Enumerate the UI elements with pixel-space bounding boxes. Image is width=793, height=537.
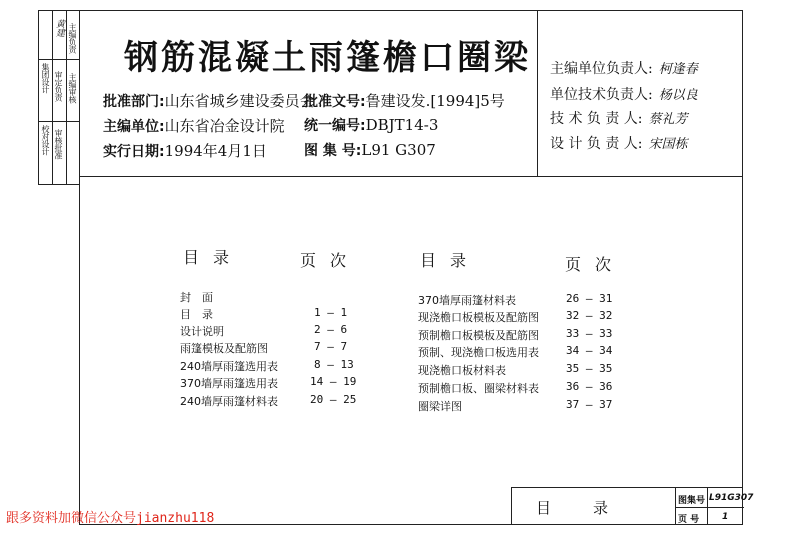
toc-page: 36 — 36: [566, 380, 613, 393]
signoff-role-3: 审核批准: [54, 129, 63, 159]
toc-page: 20 — 25: [310, 393, 357, 406]
toc-page: 34 — 34: [566, 344, 613, 357]
responsible-signature: 蔡礼芳: [648, 112, 688, 127]
approve-dept-label: 批准部门:: [103, 94, 165, 110]
approve-dept: [103, 90, 315, 111]
toc-item[interactable]: 370墙厚雨篷选用表: [180, 377, 278, 390]
signoff-role-1: 主编负责: [68, 23, 77, 53]
toc-item[interactable]: 预制檐口板模板及配筋图: [418, 329, 539, 342]
atlas-no-label: 图 集 号:: [304, 143, 362, 159]
editor-value: 山东省冶金设计院: [164, 117, 285, 135]
signoff-label-3: 校对设计: [41, 125, 50, 155]
toc-heading-right: 目录: [420, 251, 481, 270]
editor-label: 主编单位:: [103, 119, 165, 135]
toc-item[interactable]: 预制、现浇檐口板选用表: [418, 346, 539, 359]
toc-page: 35 — 35: [566, 362, 613, 375]
toc-page: 26 — 31: [566, 292, 613, 305]
approve-doc-value: 鲁建设发.[1994]5号: [365, 92, 505, 110]
responsible-label: 设 计 负 责 人:: [550, 136, 643, 152]
date-label: 实行日期:: [103, 144, 165, 160]
toc-item[interactable]: 现浇檐口板模板及配筋图: [418, 311, 539, 324]
toc-item[interactable]: 240墙厚雨篷选用表: [180, 360, 278, 373]
toc-item[interactable]: 240墙厚雨篷材料表: [180, 395, 278, 408]
title-block-title: 目录: [536, 499, 651, 517]
header-divider: [79, 176, 743, 177]
responsible-label: 单位技术负责人:: [550, 87, 653, 103]
responsible-row: [550, 133, 688, 153]
toc-page: 33 — 33: [566, 327, 613, 340]
responsible-label: 技 术 负 责 人:: [550, 111, 643, 127]
date-value: 1994年4月1日: [164, 142, 267, 160]
toc-page: 8 — 13: [314, 358, 354, 371]
editor-unit: [103, 115, 285, 136]
signoff-strip: [38, 10, 79, 185]
toc-heading-pages-left: 页次: [300, 251, 361, 270]
responsible-signature: 杨以良: [658, 88, 698, 103]
signoff-role-2: 主编审核: [68, 73, 77, 103]
header-vertical-divider: [537, 10, 538, 176]
approve-dept-value: 山东省城乡建设委员会: [164, 92, 315, 110]
toc-heading-pages-right: 页次: [565, 255, 626, 274]
toc-page: 14 — 19: [310, 375, 357, 388]
approve-doc: [304, 90, 505, 111]
responsible-row: [550, 108, 688, 128]
toc-item[interactable]: 370墙厚雨篷材料表: [418, 294, 516, 307]
toc-heading-left: 目录: [183, 248, 244, 267]
toc-item[interactable]: 现浇檐口板材料表: [418, 364, 506, 377]
page-title: 钢筋混凝土雨篷檐口圈梁: [124, 38, 531, 78]
atlas-no-key: 图集号: [678, 496, 706, 506]
title-block: [511, 487, 754, 525]
signoff-label-1: 集团设计: [41, 63, 50, 93]
toc-item[interactable]: 设计说明: [180, 325, 224, 338]
responsible-row: [550, 58, 698, 78]
toc-item[interactable]: 封 面: [180, 291, 213, 304]
watermark-text: 跟多资料加微信公众号jianzhu118: [6, 511, 215, 526]
unified-number: [304, 115, 438, 135]
page-no-key: 页 号: [678, 515, 700, 525]
signoff-signature: 黄建: [54, 19, 64, 37]
toc-page: 32 — 32: [566, 309, 613, 322]
page-no-cell: 1: [722, 512, 729, 522]
signoff-label-2: 审定负责: [54, 71, 63, 101]
effective-date: [103, 140, 267, 161]
unified-no-label: 统一编号:: [304, 118, 366, 134]
toc-item[interactable]: 圈梁详图: [418, 400, 462, 413]
atlas-no-cell: L91G307: [709, 493, 754, 503]
toc-item[interactable]: 目 录: [180, 308, 213, 321]
responsible-row: [550, 84, 698, 104]
toc-page: 7 — 7: [314, 340, 348, 353]
responsible-signature: 柯逢春: [658, 62, 698, 77]
toc-page: 37 — 37: [566, 398, 613, 411]
approve-doc-label: 批准文号:: [304, 94, 366, 110]
toc-item[interactable]: 雨篷模板及配筋图: [180, 342, 268, 355]
toc-item[interactable]: 预制檐口板、圈梁材料表: [418, 382, 539, 395]
atlas-number: [304, 140, 436, 160]
responsible-signature: 宋国栋: [648, 137, 688, 152]
responsible-label: 主编单位负责人:: [550, 61, 653, 77]
unified-no-value: DBJT14-3: [365, 116, 439, 134]
toc-page: 2 — 6: [314, 323, 348, 336]
toc-page: 1 — 1: [314, 306, 348, 319]
atlas-no-value: L91 G307: [361, 141, 436, 159]
